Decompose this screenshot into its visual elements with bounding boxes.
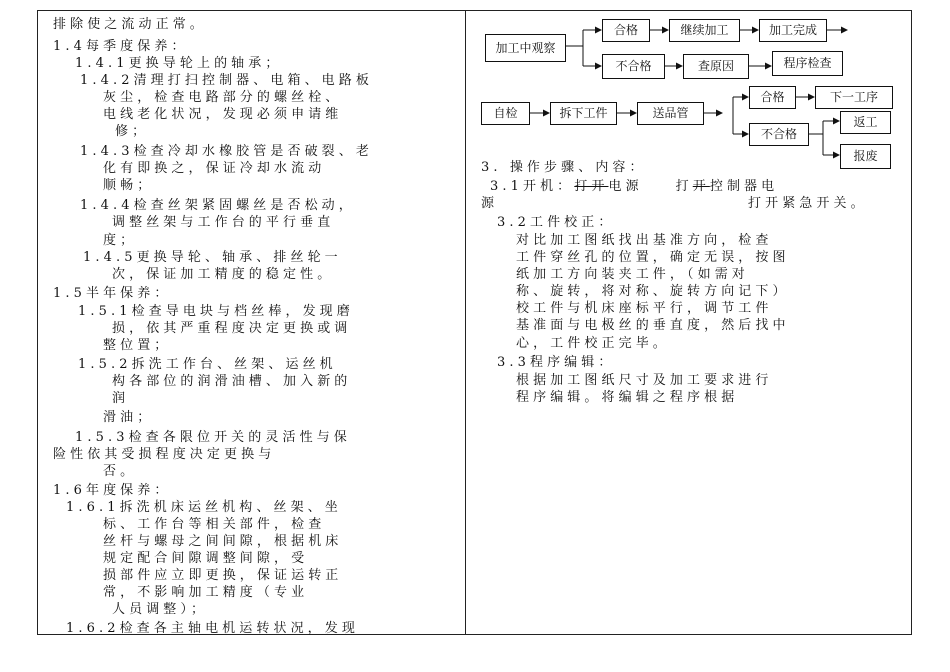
text-line: 源	[481, 196, 499, 211]
text-line: 润	[112, 391, 130, 406]
deliver-box: 送品管	[637, 102, 704, 125]
next-step-box: 下一工序	[815, 86, 893, 109]
text-fragment: 打	[675, 179, 693, 194]
text-line: 1.4.2清理打扫控制器、电箱、电路板	[80, 73, 373, 88]
text-line: 1.4.4检查丝架紧固螺丝是否松动，	[80, 198, 356, 213]
text-line: 标、工作台等相关部件，检查	[103, 517, 326, 532]
text-line: 整位置；	[103, 338, 172, 353]
text-line: 调整丝架与工作台的平行垂直	[112, 215, 335, 230]
text-line: 电线老化状况，发现必须申请维	[103, 107, 343, 122]
text-line: 灰尘，检查电路部分的螺丝栓、	[103, 90, 343, 105]
step-label: 3.1开机：	[490, 179, 575, 194]
scrap-box: 报废	[840, 144, 891, 169]
section-heading: 3. 操作步骤、内容：	[481, 160, 647, 175]
done-box: 加工完成	[759, 19, 827, 42]
text-line: 损部件应立即更换，保证运转正	[103, 568, 343, 583]
text-line: 1.4.1更换导轮上的轴承；	[75, 56, 283, 71]
remove-box: 拆下工件	[550, 102, 617, 125]
text-line	[490, 179, 778, 195]
pass-box: 合格	[602, 19, 650, 42]
continue-box: 继续加工	[669, 19, 740, 42]
text-line: 构各部位的润滑油槽、加入新的	[112, 374, 352, 389]
struck-text: 开	[692, 179, 710, 194]
section-heading: 1.4每季度保养：	[53, 39, 189, 54]
text-line: 基准面与电极丝的垂直度，然后找中	[516, 318, 790, 333]
text-line: 程序编辑。将编辑之程序根据	[516, 390, 739, 405]
fail-box: 不合格	[602, 54, 665, 79]
step-title: 3.2工件校正：	[497, 215, 616, 230]
find-cause-box: 查原因	[683, 54, 749, 79]
self-check-box: 自检	[481, 102, 530, 125]
text-line: 人员调整）；	[112, 602, 209, 617]
fail-box: 不合格	[749, 123, 809, 146]
pass-box: 合格	[749, 86, 796, 109]
text-line: 滑油；	[103, 410, 155, 425]
text-line: 化有即换之，保证冷却水流动	[103, 161, 326, 176]
text-line: 常，不影响加工精度（专业	[103, 585, 309, 600]
text-line: 排除使之流动正常。	[53, 17, 207, 32]
text-line: 1.4.5更换导轮、轴承、排丝轮一	[83, 250, 342, 265]
text-line: 对比加工图纸找出基准方向，检查	[516, 233, 773, 248]
text-line: 纸加工方向装夹工件，（如需对	[516, 267, 749, 282]
text-line: 打开紧急开关。	[748, 196, 868, 211]
text-line: 1.5.1检查导电块与档丝棒，发现磨	[78, 304, 354, 319]
text-line: 修；	[115, 124, 150, 139]
text-fragment: 电源	[608, 179, 643, 194]
text-fragment: 控制器电	[709, 179, 779, 194]
text-line: 称、旋转，将对称、旋转方向记下）	[516, 284, 790, 299]
step-title: 3.3程序编辑：	[497, 355, 616, 370]
text-line: 心，工件校正完毕。	[516, 336, 670, 351]
text-line: 丝杆与螺母之间间隙，根据机床	[103, 534, 343, 549]
text-line: 顺畅；	[103, 178, 155, 193]
text-line: 1.6.2检查各主轴电机运转状况，发现	[66, 621, 359, 636]
text-line: 工件穿丝孔的位置，确定无误，按图	[516, 250, 790, 265]
text-line: 否。	[103, 464, 138, 479]
text-line: 险性依其受损程度决定更换与	[53, 447, 276, 462]
text-line: 次，保证加工精度的稳定性。	[112, 267, 335, 282]
text-line: 1.6.1拆洗机床运丝机构、丝架、坐	[66, 500, 342, 515]
rework-box: 返工	[840, 111, 891, 134]
text-line: 1.5.3检查各限位开关的灵活性与保	[75, 430, 351, 445]
text-line: 校工件与机床座标平行，调节工件	[516, 301, 773, 316]
section-heading: 1.5半年保养：	[53, 286, 172, 301]
text-line: 规定配合间隙调整间隙，受	[103, 551, 309, 566]
struck-text: 打开	[574, 179, 609, 194]
program-check-box: 程序检查	[772, 51, 843, 76]
section-heading: 1.6年度保养：	[53, 483, 172, 498]
observe-box: 加工中观察	[485, 34, 566, 62]
text-line: 1.4.3检查冷却水橡胶管是否破裂、老	[80, 144, 373, 159]
text-line: 根据加工图纸尺寸及加工要求进行	[516, 373, 773, 388]
text-line: 度；	[103, 233, 138, 248]
text-line: 损，依其严重程度决定更换或调	[112, 321, 352, 336]
text-line: 1.5.2拆洗工作台、丝架、运丝机	[78, 357, 337, 372]
